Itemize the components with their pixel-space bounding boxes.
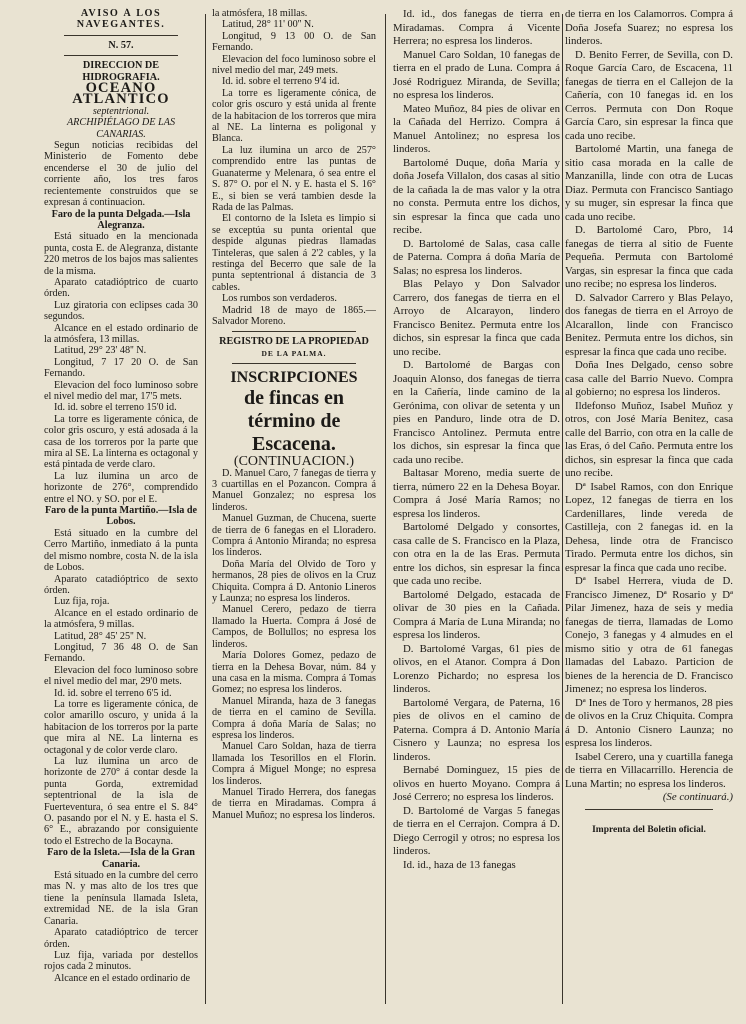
- heading: Faro de la punta Delgada.—Isla Alegranza.: [51, 208, 191, 231]
- paragraph: Segun noticias recibidas del Ministerio de Fomento debe encenderse el 30 de julio del corriente año, los tres faros recientemente construidos que se expresan á continuacion.: [44, 140, 198, 209]
- paragraph: Elevacion del foco luminoso sobre el nivel medio del mar, 29'0 mets.: [44, 664, 198, 688]
- paragraph: Latitud, 28° 11' 00'' N.: [222, 19, 314, 31]
- paragraph: Dª Ines de Toro y hermanos, 28 pies de olivos en la Cruz Chiquita. Compra á D. Antonio Cisnero Launza; no espresa los linderos.: [565, 696, 733, 749]
- text-line: ARCHIPIÉLAGO DE LAS CANARIAS.: [66, 117, 176, 140]
- paragraph: D. Benito Ferrer, de Sevilla, con D. Roque García Caro, de Escacena, 11 fanegas de tierra en el Callejon de la Cañería, con 10 fanegas id. en los Cerros. Permuta con Don Roque García Caro, sin espresar la finca que cada uno recibe.: [565, 48, 733, 142]
- paragraph: Isabel Cerero, una y cuartilla fanega de tierra en Villacarrillo. Herencia de Luna Martin; no espresa los linderos.: [565, 750, 733, 790]
- paragraph: Manuel Miranda, haza de 3 fanegas de tierra en el camino de Sevilla. Compra á doña María de Salas; no espresa los linderos.: [212, 695, 376, 741]
- column-1: [44, 8, 198, 1018]
- paragraph: Bartolomé Duque, doña María y doña Josefa Villalon, dos casas al sitio de la cañada la de mas valor y la otra no consta. Permuta entre los dichos, sin espresar la finca que cada uno recibe.: [393, 156, 560, 236]
- paragraph: D. Bartolomé Vargas, 61 pies de olivos, en el Atanor. Compra á Don Lorenzo Pichardo; no espresa los linderos.: [393, 642, 560, 695]
- heading: Faro de la punta Martiño.—Isla de Lobos.: [44, 505, 198, 528]
- heading: REGISTRO DE LA PROPIEDAD: [219, 336, 369, 348]
- rule-line: [64, 35, 178, 36]
- paragraph: Alcance en el estado ordinario de la atmósfera, 9 millas.: [44, 607, 198, 631]
- paragraph: Doña María del Olvido de Toro y hermanos, 28 pies de olivos en la Cruz Chiquita. Compra á D. Antonio Lineros y Launza; no espresa los linderos.: [212, 558, 376, 605]
- column-divider: [385, 14, 386, 1004]
- paragraph: Manuel Caro Soldan, 10 fanegas de tierra en el prado de Luna. Compra á José Rodriguez Miranda, de Sevilla; no espresa los linderos.: [393, 48, 560, 101]
- paragraph: Luz giratoria con eclipses cada 30 segundos.: [44, 299, 198, 323]
- paragraph: Dª Isabel Herrera, viuda de D. Francisco Jimenez, Dª Rosario y Dª Pilar Jimenez, haza de seis y media fanegas de tierra, llamadas de Lomo Conejo, 3 fanegas y 4 almudes en el mismo sitio y otra de 61 fanegas llamadas del Labazo. Particion de bienes de la herencia de D. Francisco Jimenez; no espresa los linderos.: [565, 575, 733, 695]
- heading: de fincas en término de Escacena.: [244, 387, 344, 456]
- paragraph: Bartolomé Martin, una fanega de sitio casa morada en la calle de Manzanilla, linde con otra de Lucas Diaz. Permuta con Francisco Santiago y su muger, sin espresar la finca que cada uno recibe.: [565, 143, 733, 223]
- paragraph: D. Bartolomé Caro, Pbro, 14 fanegas de tierra al sitio de Fuente Pequeña. Permuta con Bartolomé Vargas, sin espresar la finca que cada uno recibe; no espresa los linderos.: [565, 224, 733, 290]
- paragraph: D. Bartolomé de Salas, casa calle de Paterna. Compra á doña María de Salas; no espresa los linderos.: [393, 237, 560, 277]
- paragraph: Bartolomé Vergara, de Paterna, 16 pies de olivos en el camino de Paterna. Compra á D. Antonio María Cisnero y Launza; no espresa los linderos.: [393, 696, 560, 763]
- column-2: [212, 8, 376, 1018]
- paragraph: Doña Ines Delgado, censo sobre casa calle del Barrio Nuevo. Compra al gobierno; no espresa los linderos.: [565, 359, 733, 398]
- paragraph: La luz ilumina un arco de horizonte de 276°, comprendido entre el NO. y SO. por el E.: [44, 470, 198, 505]
- paragraph: Baltasar Moreno, media suerte de tierra, número 22 en la Dehesa Boyar. Compra á José María Ramos; no espresa los linderos.: [393, 467, 560, 520]
- paragraph: Id. id. sobre el terreno 9'4 id.: [222, 76, 340, 88]
- paragraph: Elevacion del foco luminoso sobre el nivel medio del mar, 249 mets.: [212, 53, 376, 77]
- column-divider: [562, 14, 563, 1004]
- paragraph: Manuel Tirado Herrera, dos fanegas de tierra en Miradamas. Compra á Manuel Muñoz; no espresa los linderos.: [212, 786, 376, 821]
- paragraph: la atmósfera, 18 millas.: [212, 8, 308, 19]
- paragraph: Longitud, 7 36 48 O. de San Fernando.: [44, 641, 198, 665]
- heading: OCEANO ATLANTICO: [72, 80, 170, 108]
- paragraph: Está situado en la mencionada punta, costa E. de Alegranza, distante 220 metros de los bajos mas salientes de la misma.: [44, 231, 198, 277]
- paragraph: La luz ilumina un arco de horizonte de 270° á contar desde la punta Gorda, extremidad septentrional de la isla de Fuerteventura, ó sea entre el S. 84° O. pasando por el N. y E. hasta el S. 6° E., abrazando por consiguiente todo el Estrecho de la Bocayna.: [44, 756, 198, 847]
- column-3: [393, 8, 560, 1018]
- paragraph: Luz fija, variada por destellos rojos cada 2 minutos.: [44, 949, 198, 973]
- paragraph: Id. id. sobre el terreno 6'5 id.: [54, 687, 172, 699]
- column-4: [565, 8, 733, 1018]
- paragraph: Longitud, 7 17 20 O. de San Fernando.: [44, 356, 198, 380]
- paragraph: La luz ilumina un arco de 257° comprendido entre las puntas de Guanaterme y Melenara, ó sea entre el S. 87° O. por el N. y E. hasta el S. 16° E., si bien se verá tambien desde la Rada de las Palmas.: [212, 144, 376, 213]
- text-line: Imprenta del Boletin oficial.: [592, 824, 706, 835]
- text-line: (CONTINUACION.): [233, 454, 355, 470]
- paragraph: D. Bartolomé de Bargas con Joaquin Alonso, dos fanegas de tierra en la Cañería, linde camino de la Gerónima, con olivar de setenta y un pies en Panduro, linde otra de D. Francisco Antolinez. Permuta entre los dichos, sin espresar la finca que cada uno recibe.: [393, 359, 560, 466]
- paragraph: Está situado en la cumbre del Cerro Martiño, inmediato á la punta del mismo nombre, costa N. de la isla de Lobos.: [44, 527, 198, 574]
- paragraph: Blas Pelayo y Don Salvador Carrero, dos fanegas de tierra en el Arroyo de Alcarayon, lindero Francisco Benitez. Permuta entre los dichos, sin espresar la finca que cada uno recibe.: [393, 278, 560, 358]
- paragraph: Bartolomé Delgado y consortes, casa calle de S. Francisco en la Plaza, con otra en la de las Eras. Permuta entre los dichos, sin espresar la finca que cada uno recibe.: [393, 521, 560, 587]
- paragraph: Ildefonso Muñoz, Isabel Muñoz y otros, con José María Benitez, casa calle del Barrio, con otra en la calle de las Eras, ó del Caño. Permuta entre los dichos, sin espresar la finca que cada uno recibe.: [565, 399, 733, 479]
- heading: AVISO Á LOS NAVEGANTES.: [76, 8, 166, 31]
- paragraph: Manuel Cerero, pedazo de tierra llamado la Huerta. Compra á José de Campos, de Bollullos; no espresa los linderos.: [212, 604, 376, 650]
- paragraph: Bartolomé Delgado, estacada de olivar de 30 pies en la Cañada. Compra á María de Luna Miranda; no espresa los linderos.: [393, 588, 560, 641]
- rule-line: [64, 55, 178, 56]
- paragraph: Manuel Caro Soldan, haza de tierra llamada los Tesorillos en el Florin. Compra á Miguel Monge; no espresa los linderos.: [212, 741, 376, 787]
- paragraph: Alcance en el estado ordinario de la atmósfera, 13 millas.: [44, 322, 198, 345]
- paragraph: Longitud, 9 13 00 O. de San Fernando.: [212, 30, 376, 54]
- paragraph: La torre es ligeramente cónica, de color gris oscuro, y está adosada á la casa de los torreros por la parte que mira al SE. La linterna es octagonal y está pintada de verde claro.: [44, 413, 198, 471]
- paragraph: Id. id. sobre el terreno 15'0 id.: [54, 402, 177, 414]
- rule-line: [232, 331, 356, 332]
- paragraph: Mateo Muñoz, 84 pies de olivar en la Cañada del Herrizo. Compra á Manuel Antolinez; no espresa los linderos.: [393, 102, 560, 155]
- heading: Faro de la Isleta.—Isla de la Gran Canaria.: [47, 847, 195, 870]
- paragraph: Aparato catadióptrico de cuarto órden.: [44, 276, 198, 300]
- paragraph: Está situado en la cumbre del cerro mas N. y mas alto de los tres que tiene la península llamada Isleta, extremidad NE. de la isla Gran Canaria.: [44, 870, 198, 927]
- paragraph: La torre es ligeramente cónica, de color amarillo oscuro, y unida á la habitacion de los torreros por la parte que mira al NE. La linterna es octagonal y de color verde claro.: [44, 698, 198, 756]
- paragraph: Manuel Guzman, de Chucena, suerte de tierra de 6 fanegas en el Lloradero. Compra á Antonio Miranda; no espresa los linderos.: [212, 513, 376, 559]
- paragraph: Aparato catadióptrico de sexto órden.: [44, 573, 198, 596]
- heading: DIRECCION DE HIDROGRAFIA.: [82, 60, 160, 83]
- column-divider: [205, 14, 206, 1004]
- paragraph: D. Salvador Carrero y Blas Pelayo, dos fanegas de tierra en el Arroyo de Alcarallon, linde con Francisco Benitez. Permuta entre los dichos, sin espresar la finca que cada uno recibe.: [565, 291, 733, 358]
- paragraph: La torre es ligeramente cónica, de color gris oscuro y está unida al frente de la habitacion de los torreros que mira al NE. La linterna es poligonal y Blanca.: [212, 87, 376, 145]
- paragraph: Latitud, 29° 23' 48'' N.: [54, 345, 147, 357]
- rule-line: [232, 363, 356, 364]
- paragraph: Luz fija, roja.: [54, 596, 110, 608]
- paragraph: El contorno de la Isleta es limpio si se exceptúa su punta oriental que despide algunas piedras llamadas Tinteleras, que salen á 2'2 cables, y la restinga del Becerro que sale de la punta septentrional á distancia de 3 cables.: [212, 213, 376, 293]
- text-line: DE LA PALMA.: [261, 348, 327, 358]
- paragraph: Bernabé Dominguez, 15 pies de olivos en huerto Moyano. Compra á José Cerrero; no espresa los linderos.: [393, 764, 560, 803]
- paragraph: de tierra en los Calamorros. Compra á Doña Josefa Suarez; no espresa los linderos.: [565, 8, 733, 47]
- paragraph: Dª Isabel Ramos, con don Enrique Lopez, 12 fanegas de tierra en los Cardenillares, linde vereda de Castilleja, con 2 fanegas id. en la Dehesa, linde otra de Francisco Tirado. Permuta entre los dichos, sin espresar la finca que cada uno recibe.: [565, 480, 733, 574]
- rule-line: [585, 809, 713, 810]
- paragraph: Alcance en el estado ordinario de: [54, 972, 191, 984]
- paragraph: Elevacion del foco luminoso sobre el nivel medio del mar, 17'5 mets.: [44, 379, 198, 402]
- heading: N. 57.: [108, 39, 134, 51]
- text-line: septentrional.: [92, 105, 150, 117]
- paragraph: Los rumbos son verdaderos.: [222, 293, 337, 305]
- paragraph: D. Bartolomé de Vargas 5 fanegas de tierra en el Cerrajon. Compra á D. Diego Cerrogil y otros; no espresa los linderos.: [393, 804, 560, 857]
- paragraph: Id. id., haza de 13 fanegas: [403, 858, 516, 871]
- paragraph: D. Manuel Caro, 7 fanegas de tierra y 3 cuartillas en el Pozancon. Compra á Manuel Gonzalez; no espresa los linderos.: [212, 467, 376, 513]
- paragraph: Madrid 18 de mayo de 1865.—Salvador Moreno.: [212, 304, 376, 327]
- paragraph: Id. id., dos fanegas de tierra en Miradamas. Compra á Vicente Herrera; no espresa los linderos.: [393, 8, 560, 47]
- paragraph: María Dolores Gomez, pedazo de tierra en la Dehesa Bovar, núm. 84 y una casa en la misma. Compra á Tomas Gomez; no espresa los linderos.: [212, 650, 376, 696]
- paragraph: Aparato catadióptrico de tercer órden.: [44, 927, 198, 950]
- heading: INSCRIPCIONES: [230, 369, 358, 387]
- text-line: (Se continuará.): [662, 791, 733, 803]
- paragraph: Latitud, 28° 45' 25'' N.: [54, 630, 147, 642]
